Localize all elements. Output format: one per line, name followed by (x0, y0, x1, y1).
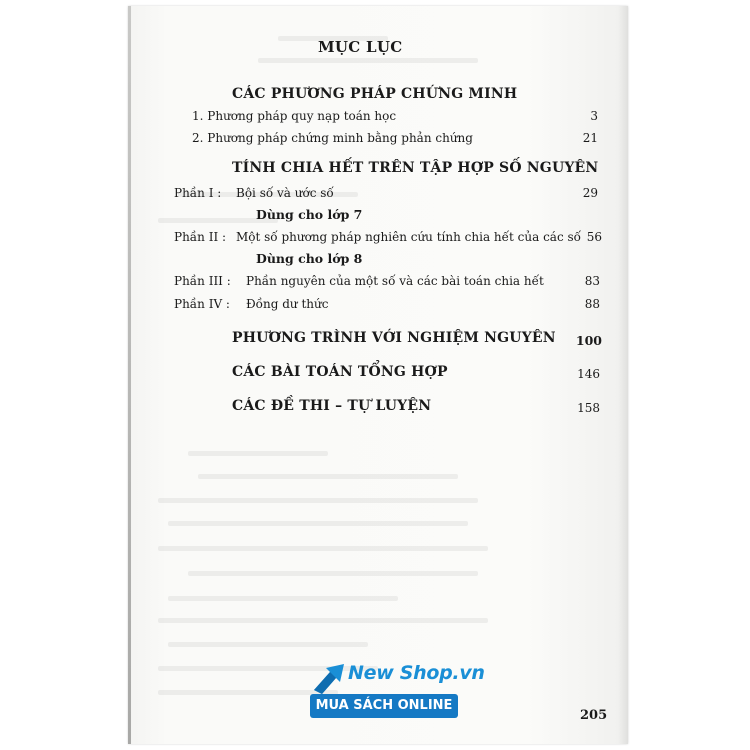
toc-entry: Một số phương pháp nghiên cứu tính chia hết của các số (236, 230, 581, 244)
newshop-tagline: MUA SÁCH ONLINE (310, 694, 458, 718)
toc-part-label: Phần IV : (174, 297, 230, 311)
toc-entry: 1. Phương pháp quy nạp toán học (192, 109, 397, 123)
toc-page-number: 21 (582, 131, 598, 145)
newshop-arrow-icon (310, 660, 348, 696)
toc-section-heading: CÁC BÀI TOÁN TỔNG HỢP (232, 364, 448, 380)
toc-section-heading: CÁC ĐỀ THI – TỰ LUYỆN (232, 398, 432, 414)
toc-entry: Đồng dư thức (246, 297, 329, 311)
toc-subheading: Dùng cho lớp 8 (256, 251, 363, 266)
toc-page-number: 83 (584, 274, 600, 288)
toc-entry: Phần nguyên của một số và các bài toán chia hết (246, 274, 544, 288)
toc-section-heading: TÍNH CHIA HẾT TRÊN TẬP HỢP SỐ NGUYÊN (232, 160, 599, 176)
page-number: 205 (580, 708, 608, 723)
toc-subheading: Dùng cho lớp 7 (256, 207, 363, 222)
toc-page-number: 56 (586, 230, 602, 244)
toc-title: MỤC LỤC (318, 38, 403, 56)
toc-section-heading: PHƯƠNG TRÌNH VỚI NGHIỆM NGUYÊN (232, 330, 556, 346)
toc-page-number: 29 (582, 186, 598, 200)
toc-part-label: Phần III : (174, 274, 231, 288)
toc-page-number: 100 (575, 333, 602, 348)
toc-page-number: 88 (584, 297, 600, 311)
toc-page-number: 146 (577, 367, 600, 381)
toc-page-number: 158 (577, 401, 600, 415)
newshop-brand: New Shop.vn (348, 662, 485, 684)
toc-entry: 2. Phương pháp chứng minh bằng phản chứng (192, 131, 473, 145)
toc-part-label: Phần II : (174, 230, 227, 244)
newshop-watermark (300, 660, 485, 720)
toc-entry: Bội số và ước số (236, 186, 334, 200)
toc-page-number: 3 (590, 109, 598, 123)
toc-part-label: Phần I : (174, 186, 222, 200)
toc-section-heading: CÁC PHƯƠNG PHÁP CHỨNG MINH (232, 86, 518, 102)
